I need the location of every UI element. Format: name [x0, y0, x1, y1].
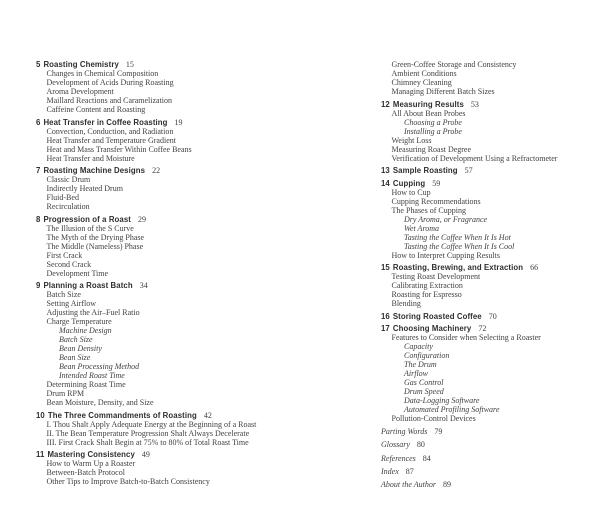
chapter-title: Roasting Chemistry [43, 60, 119, 69]
toc-item: Heat Transfer and Moisture [46, 153, 135, 163]
toc-item: Adjusting the Air–Fuel Ratio [46, 308, 140, 317]
backmatter-title: Index [381, 466, 399, 476]
chapter-page-number: 57 [464, 166, 473, 175]
toc-chapter-entry [36, 215, 356, 224]
toc-item: Choosing a Probe [404, 117, 462, 127]
backmatter-title: About the Author [381, 479, 436, 489]
toc-item: Chimney Cleaning [391, 78, 452, 87]
chapter-number: 10 [36, 410, 45, 420]
toc-item: Calibrating Extraction [391, 281, 463, 290]
toc-item: Heat Transfer and Temperature Gradient [46, 135, 176, 145]
toc-item: I. Thou Shalt Apply Adequate Energy at the Beginning of a Roast [46, 419, 257, 429]
backmatter-page-number: 87 [405, 466, 414, 476]
toc-chapter-entry [36, 118, 356, 127]
toc-chapter-entry [381, 100, 596, 109]
toc-item: How to Interpret Cupping Results [391, 250, 500, 260]
toc-item: Changes in Chemical Composition [46, 69, 159, 78]
chapter-title: Mastering Consistency [47, 450, 135, 459]
toc-item: Development of Acids During Roasting [46, 78, 174, 87]
toc-chapter-entry [381, 324, 596, 333]
toc-item: Testing Roast Development [391, 272, 481, 281]
toc-chapter-entry [381, 263, 596, 272]
chapter-page-number: 15 [125, 60, 134, 69]
toc-item: Airflow [404, 369, 429, 378]
toc-chapter-entry [36, 450, 356, 459]
chapter-page-number: 29 [138, 214, 146, 224]
toc-item: Green-Coffee Storage and Consistency [391, 60, 517, 69]
toc-item: Bean Moisture, Density, and Size [46, 398, 154, 407]
toc-backmatter-entry [381, 480, 596, 489]
chapter-title: Cupping [392, 178, 426, 188]
toc-item: Fluid-Bed [46, 193, 79, 202]
toc-item: Machine Design [59, 326, 112, 335]
toc-item: Configuration [404, 351, 450, 360]
toc-item: Cupping Recommendations [391, 196, 481, 206]
chapter-number: 11 [36, 450, 45, 459]
toc-item: The Illusion of the S Curve [46, 223, 134, 233]
toc-item: Pollution-Control Devices [391, 414, 476, 423]
toc-item: Recirculation [46, 202, 90, 211]
chapter-number: 14 [381, 178, 390, 188]
chapter-page-number: 53 [470, 99, 479, 109]
toc-backmatter-entry [381, 427, 596, 436]
backmatter-title: Glossary [381, 440, 410, 450]
toc-item: Heat and Mass Transfer Within Coffee Beans [46, 144, 192, 154]
backmatter-page-number: 79 [434, 427, 443, 437]
toc-item: Dry Aroma, or Fragrance [404, 214, 488, 224]
toc-item: Drum RPM [46, 389, 85, 398]
toc-item: The Drum [404, 360, 437, 369]
toc-chapter-entry [381, 312, 596, 321]
toc-item: How to Warm Up a Roaster [46, 459, 136, 468]
toc-item: Tasting the Coffee When It Is Hot [404, 232, 511, 242]
toc-item: Blending [391, 299, 421, 308]
chapter-number: 8 [36, 214, 41, 224]
toc-item: Maillard Reactions and Caramelization [46, 96, 173, 105]
toc-item: Second Crack [46, 259, 92, 269]
toc-item: Measuring Roast Degree [391, 144, 472, 154]
toc-item: Between-Batch Protocol [46, 468, 125, 477]
chapter-title: Measuring Results [392, 99, 464, 109]
toc-item: Indirectly Heated Drum [46, 184, 123, 193]
chapter-number: 6 [36, 117, 41, 127]
chapter-number: 7 [36, 166, 41, 175]
toc-item: Batch Size [46, 290, 81, 299]
backmatter-title: References [381, 453, 416, 463]
toc-item: First Crack [46, 250, 83, 260]
chapter-title: Choosing Machinery [392, 324, 472, 333]
chapter-page-number: 49 [141, 450, 150, 459]
toc-item: III. First Crack Shalt Begin at 75% to 80% of Total Roast Time [46, 437, 249, 447]
toc-item: Roasting for Espresso [391, 290, 462, 299]
toc-item: Caffeine Content and Roasting [46, 105, 146, 114]
toc-chapter-entry [36, 411, 356, 420]
toc-column-left [36, 60, 356, 486]
toc-chapter-entry [381, 179, 596, 188]
chapter-title: Heat Transfer in Coffee Roasting [43, 117, 168, 127]
toc-item: Convection, Conduction, and Radiation [46, 126, 174, 136]
toc-item: Bean Density [59, 344, 102, 353]
toc-item: Ambient Conditions [391, 69, 457, 78]
toc-chapter-entry [381, 166, 596, 175]
chapter-title: Planning a Roast Batch [43, 281, 133, 290]
chapter-title: Sample Roasting [392, 166, 458, 175]
chapter-number: 5 [36, 60, 41, 69]
toc-item: Setting Airflow [46, 299, 97, 308]
toc-item: Wet Aroma [404, 223, 440, 233]
toc-item: Charge Temperature [46, 317, 112, 326]
toc-item: Aroma Development [46, 87, 114, 96]
toc-column-right [381, 60, 596, 489]
chapter-title: The Three Commandments of Roasting [47, 410, 197, 420]
toc-chapter-entry [36, 281, 356, 290]
chapter-title: Progression of a Roast [43, 214, 131, 224]
chapter-page-number: 22 [152, 166, 161, 175]
toc-backmatter-entry [381, 467, 596, 476]
toc-item: The Phases of Cupping [391, 205, 466, 215]
chapter-title: Storing Roasted Coffee [392, 311, 482, 321]
toc-item: Classic Drum [46, 175, 91, 184]
toc-item: The Myth of the Drying Phase [46, 232, 145, 242]
toc-item: All About Bean Probes [391, 108, 466, 118]
chapter-number: 9 [36, 281, 41, 290]
toc-item: Verification of Development Using a Refractometer [391, 153, 558, 163]
backmatter-page-number: 80 [416, 440, 425, 450]
chapter-page-number: 19 [174, 117, 183, 127]
toc-item: Other Tips to Improve Batch-to-Batch Consistency [46, 477, 210, 486]
toc-item: Development Time [46, 268, 109, 278]
chapter-title: Roasting Machine Designs [43, 166, 146, 175]
chapter-number: 16 [381, 311, 390, 321]
toc-item: Gas Control [404, 378, 444, 387]
toc-backmatter-entry [381, 440, 596, 449]
toc-item: How to Cup [391, 187, 431, 197]
toc-item: Tasting the Coffee When It Is Cool [404, 241, 515, 251]
backmatter-page-number: 84 [422, 453, 431, 463]
chapter-number: 13 [381, 166, 390, 175]
toc-backmatter-entry [381, 454, 596, 463]
backmatter-title: Parting Words [381, 427, 428, 437]
chapter-page-number: 42 [203, 410, 212, 420]
chapter-number: 17 [381, 324, 390, 333]
toc-item: Features to Consider when Selecting a Roaster [391, 333, 541, 342]
toc-item: Data-Logging Software [404, 396, 480, 405]
toc-item: Automated Profiling Software [404, 405, 500, 414]
toc-chapter-entry [36, 60, 356, 69]
chapter-title: Roasting, Brewing, and Extraction [392, 263, 524, 272]
toc-item: Bean Size [59, 353, 91, 362]
toc-item: The Middle (Nameless) Phase [46, 241, 144, 251]
toc-item: II. The Bean Temperature Progression Shalt Always Decelerate [46, 428, 250, 438]
chapter-page-number: 66 [530, 263, 539, 272]
toc-item: Determining Roast Time [46, 380, 126, 389]
toc-item: Managing Different Batch Sizes [391, 87, 495, 96]
toc-item: Drum Speed [404, 387, 444, 396]
backmatter-page-number: 89 [442, 479, 451, 489]
chapter-number: 12 [381, 99, 390, 109]
toc-item: Batch Size [59, 335, 93, 344]
chapter-page-number: 70 [488, 311, 497, 321]
toc-item: Intended Roast Time [59, 371, 125, 380]
chapter-number: 15 [381, 263, 390, 272]
chapter-page-number: 34 [139, 281, 148, 290]
chapter-page-number: 59 [432, 178, 441, 188]
toc-item: Capacity [404, 342, 433, 351]
toc-item: Installing a Probe [404, 126, 462, 136]
toc-item: Weight Loss [391, 135, 432, 145]
toc-chapter-entry [36, 166, 356, 175]
chapter-page-number: 72 [478, 324, 487, 333]
toc-item: Bean Processing Method [59, 362, 140, 371]
